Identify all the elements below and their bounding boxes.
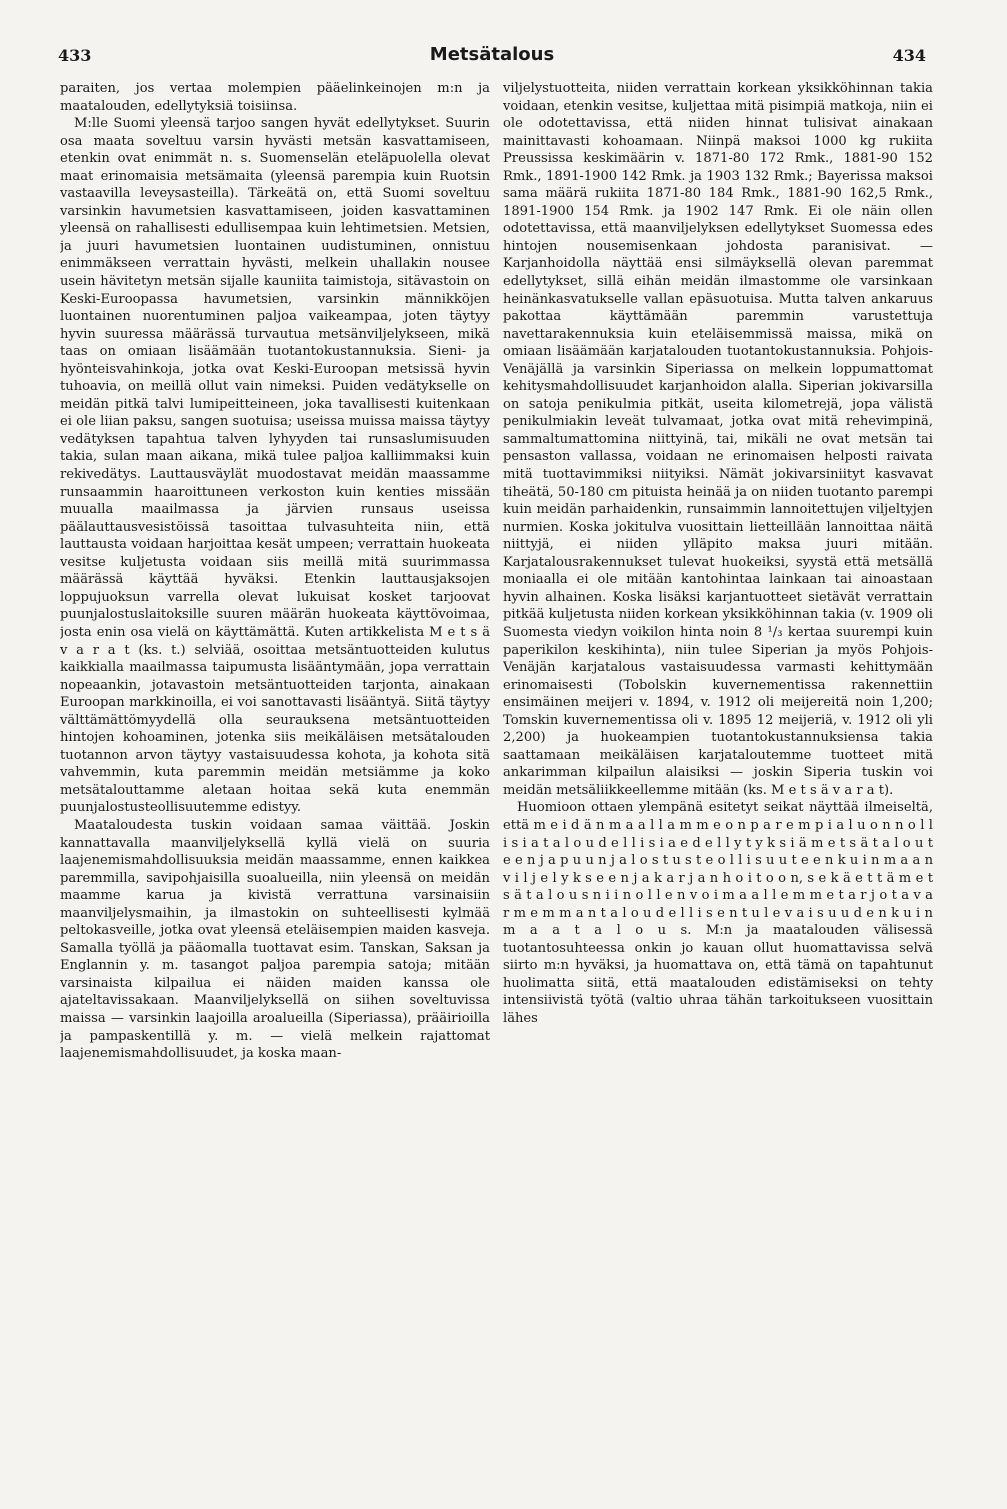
paragraph: M:lle Suomi yleensä tarjoo sangen hyvät edellytykset. Suurin osa maata soveltuu varsin hyvästi metsän kasvattamiseen, etenkin ovat enimmät n. s. Suomenselän eteläpuolella olevat maat erinomaisia metsämaita (yleensä parempia kuin Ruotsin vastaavilla leveysasteilla). Tärkeätä on, että Suomi soveltuu varsinkin havumetsien kasvattamiseen, joiden kasvattaminen yleensä on rahallisesti edullisempaa kuin lehtimetsien. Metsien, ja juuri havumetsien luontainen uudistuminen, onnistuu enimmäkseen verrattain hyvästi, melkein uhallakin nousee usein hävitetyn metsän sijalle kauniita taimistoja, sitävastoin on Keski-Euroopassa havumetsien, varsinkin männikköjen luontainen nuorentuminen paljoa vaikeampaa, joten täytyy hyvin suuressa määrässä turvautua metsänviljelykseen, mikä taas on omiaan lisäämään tuotantokustannuksia. Sieni- ja hyönteisvahinkoja, jotka ovat Keski-Euroopan metsissä hyvin tuhoavia, on meillä ollut vain nimeksi. Puiden vedätykselle on meidän pitkä talvi lumipeitteineen, joka tavallisesti kuitenkaan ei ole liian paksu, sangen suotuisa; useissa muissa maissa täytyy vedätyksen tapahtua talven lyhyyden tai runsaslumisuuden takia, sulan maan aikana, mikä tulee paljoa kalliimmaksi kuin rekivedätys. Lauttausväylät muodostavat meidän maassamme runsaammin haaroittuneen verkoston kuin kenties missään muualla maailmassa ja järvien runsaus useissa päälauttausvesistöissä tasoittaa tulvasuhteita niin, että lauttausta voidaan harjoittaa kesät umpeen; verrattain huokeata vesitse kuljetusta voidaan siis meillä mitä suurimmassa määrässä käyttää hyväksi. Etenkin lauttausjaksojen loppujuoksun varrella olevat lukuisat kosket tarjoovat puunjalostuslaitoksille suuren määrän huokeata käyttövoimaa, josta enin osa vielä on käyttämättä. Kuten artikkelista M e t s ä v a r a t (ks. t.) selviää, osoittaa metsäntuotteiden kulutus kaikkialla maailmassa taipumusta lisääntymään, jopa verrattain nopeaankin, jotavastoin metsäntuotteiden tarjonta, ainakaan Euroopan markkinoilla, ei voi sanottavasti lisääntyä. Siitä täytyy välttämättömyydellä olla seurauksena metsäntuotteiden hintojen kohoaminen, jotenka siis meikäläisen metsätalouden tuotannon arvon täytyy vastaisuudessa kohota, ja kohota sitä vahvemmin, kuta paremmin meidän metsiämme ja koko metsätalouttamme aletaan hoitaa sekä kuta enemmän puunjalostusteollisuutemme edistyy. <box>60 116 490 816</box>
right-column <box>503 80 933 1490</box>
page-number-right: 434 <box>892 46 926 65</box>
paragraph: viljelystuotteita, niiden verrattain korkean yksikköhinnan takia voidaan, etenkin vesitse, kuljettaa mitä pisimpiä matkoja, niin ei ole odotettavissa, että niiden hinnat tulisivat ainakaan mainittavasti kohoamaan. Niinpä maksoi 1000 kg rukiita Preussissa keskimäärin v. 1871-80 172 Rmk., 1881-90 152 Rmk., 1891-1900 142 Rmk. ja 1903 132 Rmk.; Bayerissa maksoi sama määrä rukiita 1871-80 184 Rmk., 1881-90 162,5 Rmk., 1891-1900 154 Rmk. ja 1902 147 Rmk. Ei ole näin ollen odotettavissa, että maanviljelyksen edellytykset Suomessa edes hintojen nousemisenkaan johdosta paranisivat. — Karjanhoidolla näyttää ensi silmäyksellä olevan paremmat edellytykset, sillä eihän meidän ilmastomme ole varsinkaan heinänkasvatukselle vallan epäsuotuisa. Mutta talven ankaruus pakottaa käyttämään paremmin varustettuja navettarakennuksia kuin eteläisemmissä maissa, mikä on omiaan lisäämään karjatalouden tuotantokustannuksia. Pohjois-Venäjällä ja varsinkin Siperiassa on melkein loppumattomat kehitysmahdollisuudet karjanhoidon alalla. Siperian jokivarsilla on satoja penikulmia pitkät, useita kilometrejä, jopa välistä penikulmiakin leveät tulvamaat, jotka ovat mitä rehevimpinä, sammaltumattomina niittyinä, tai, mikäli ne ovat metsän tai pensaston vallassa, voidaan ne erinomaisen helposti raivata mitä tuottavimmiksi niityiksi. Nämät jokivarsiniityt kasvavat tiheätä, 50-180 cm pituista heinää ja on niiden tuotanto parempi kuin meidän parhaidenkin, runsaimmin lannoitettujen viljeltyjen nurmien. Koska jokitulva vuosittain lietteillään lannoittaa näitä niittyjä, ei niiden ylläpito maksa juuri mitään. Karjatalousrakennukset tulevat huokeiksi, syystä että metsällä moniaalla ei ole mitään kantohintaa lainkaan tai ainoastaan hyvin alhainen. Koska lisäksi karjantuotteet sietävät verrattain pitkää kuljetusta niiden korkean yksikköhinnan takia (v. 1909 oli Suomesta viedyn voikilon hinta noin 8 ¹/₃ kertaa suurempi kuin paperikilon keskihinta), niin tulee Siperian ja myös Pohjois-Venäjän karjatalous vastaisuudessa varmasti kehittymään erinomaisesti (Tobolskin kuvernementissa rakennettiin ensimäinen meijeri v. 1894, v. 1912 oli meijereitä noin 1,200; Tomskin kuvernementissa oli v. 1895 12 meijeriä, v. 1912 oli yli 2,200) ja huokeampien tuotantokustannuksiensa takia saattamaan meikäläisen karjataloutemme tuotteet mitä ankarimman kilpailun alaisiksi — joskin Siperia tuskin voi meidän metsäliikkeellemme mitään (ks. M e t s ä v a r a t). <box>503 81 933 798</box>
page-header <box>58 46 926 74</box>
paragraph: paraiten, jos vertaa molempien pääelinkeinojen m:n ja maatalouden, edellytyksiä toisiinsa. <box>60 81 490 114</box>
page-number-left: 433 <box>58 46 92 65</box>
paragraph: Huomioon ottaen ylempänä esitetyt seikat näyttää ilmeiseltä, että m e i d ä n m a a l l a m m e o n p a r e m p i a l u o n n o l l i s i a t a l o u d e l l i s i a e d e l l y t y k s i ä m e t s ä t a l o u t e e n j a p u u n j a l o s t u s t e o l l i s u u t e e n k u i n m a a n v i l j e l y k s e e n j a k a r j a n h o i t o o n, s e k ä e t t ä m e t s ä t a l o u s n i i n o l l e n v o i m a a l l e m m e t a r j o t a v a r m e m m a n t a l o u d e l l i s e n t u l e v a i s u u d e n k u i n m a a t a l o u s. M:n ja maatalouden välisessä tuotantosuhteessa onkin jo kauan ollut huomattavissa selvä siirto m:n hyväksi, ja huomattava on, että tämä on tapahtunut huolimatta siitä, että maatalouden edistämiseksi on tehty intensiivistä työtä (valtio uhraa tähän tarkoitukseen vuosittain lähes <box>503 800 933 1026</box>
left-column <box>60 80 490 1490</box>
running-title: Metsätalous <box>429 44 555 65</box>
paragraph: Maataloudesta tuskin voidaan samaa väittää. Joskin kannattavalla maanviljelyksellä kyllä vielä on suuria laajenemismahdollisuuksia meidän maassamme, ennen kaikkea paremmilla, savipohjaisilla suoalueilla, niin yleensä on meidän maamme karua ja kivistä verrattuna varsinaisiin maanviljelysmaihin, ja ilmastokin on suhteellisesti kylmää peltokasveille, jotka ovat yleensä eteläisempien maiden kasveja. Samalla työllä ja pääomalla tuottavat esim. Tanskan, Saksan ja Englannin y. m. tasangot paljoa parempia satoja; mitään varsinaista kilpailua ei näiden maiden kanssa ole ajateltavissakaan. Maanviljelyksellä on siihen soveltuvissa maissa — varsinkin laajoilla aroalueilla (Siperiassa), prääirioilla ja pampaskentillä y. m. — vielä melkein rajattomat laajenemismahdollisuudet, ja koska maan- <box>60 817 490 1062</box>
